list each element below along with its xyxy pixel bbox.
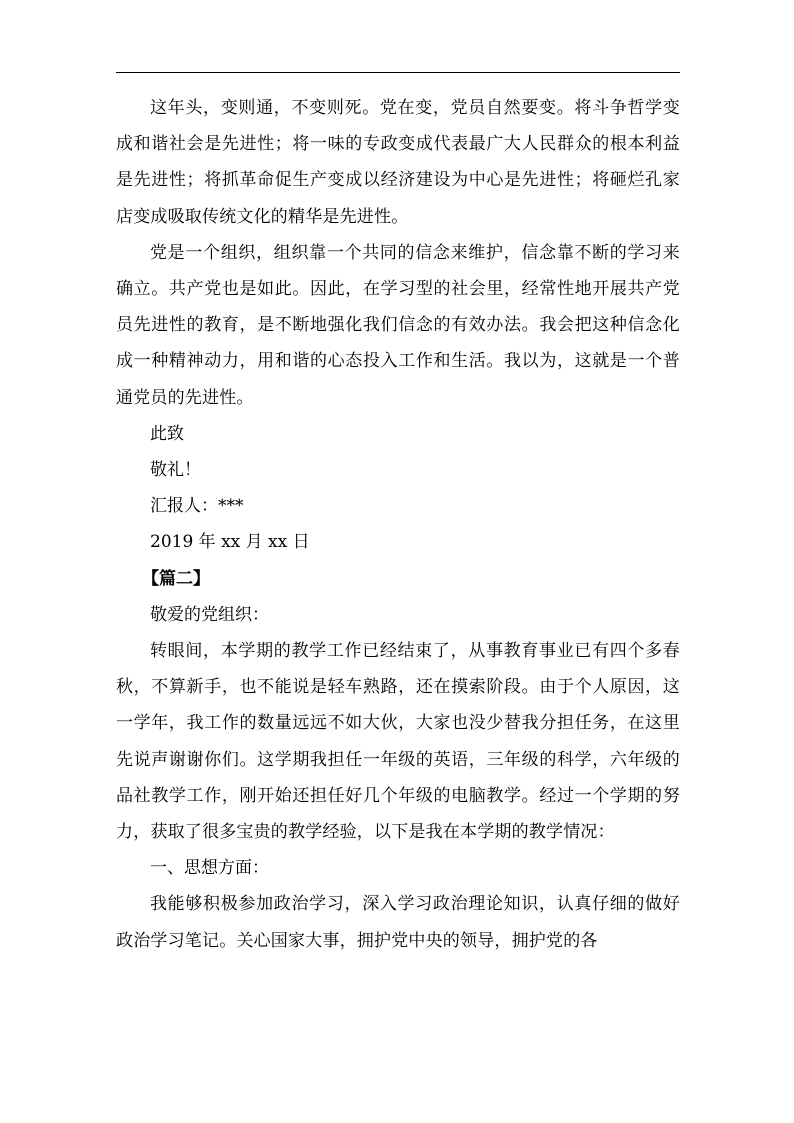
report-date: 2019 年 xx 月 xx 日 xyxy=(150,532,310,553)
header-rule xyxy=(116,72,680,73)
document-body xyxy=(116,90,680,959)
reporter-signature: 汇报人：*** xyxy=(150,496,244,517)
paragraph: 党是一个组织，组织靠一个共同的信念来维护，信念靠不断的学习来确立。共产党也是如此。因此，在学习型的社会里，经常性地开展共产党员先进性的教育，是不断地强化我们信念的有效办法。我会把这种信念化成一种精神动力，用和谐的心态投入工作和生活。我以为，这就是一个普通党员的先进性。 xyxy=(116,242,680,408)
closing-salutation: 此致 xyxy=(150,423,184,444)
section-title: 【篇二】 xyxy=(142,568,210,589)
paragraph: 我能够积极参加政治学习，深入学习政治理论知识，认真仔细的做好政治学习笔记。关心国家大事，拥护党中央的领导，拥护党的各 xyxy=(116,894,680,951)
greeting: 敬爱的党组织： xyxy=(150,604,269,625)
subheading: 一、思想方面： xyxy=(150,858,269,879)
paragraph: 转眼间，本学期的教学工作已经结束了，从事教育事业已有四个多春秋，不算新手，也不能说是轻车熟路，还在摸索阶段。由于个人原因，这一学年，我工作的数量远远不如大伙，大家也没少替我分担任务，在这里先说声谢谢你们。这学期我担任一年级的英语，三年级的科学，六年级的品社教学工作，刚开始还担任好几个年级的电脑教学。经过一个学期的努力，获取了很多宝贵的教学经验，以下是我在本学期的教学情况： xyxy=(116,641,680,843)
paragraph: 这年头，变则通，不变则死。党在变，党员自然要变。将斗争哲学变成和谐社会是先进性；将一味的专政变成代表最广大人民群众的根本利益是先进性；将抓革命促生产变成以经济建设为中心是先进性；将砸烂孔家店变成吸取传统文化的精华是先进性。 xyxy=(116,98,680,227)
closing-respect: 敬礼！ xyxy=(150,460,201,481)
